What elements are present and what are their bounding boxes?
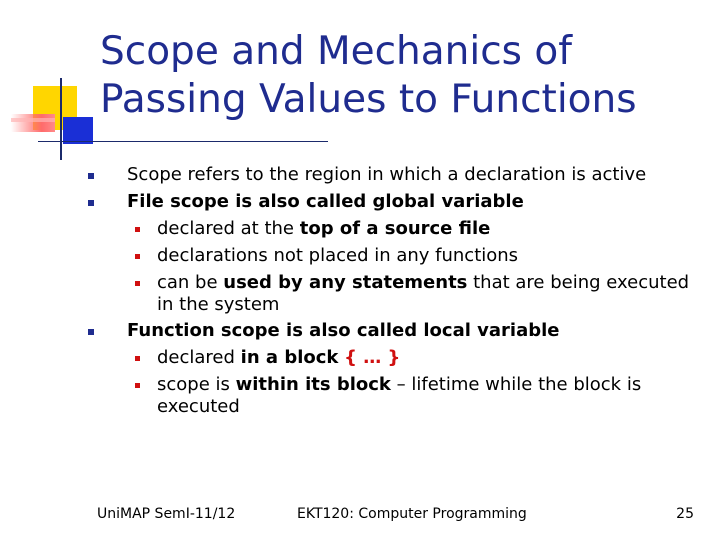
- title-line-2: Passing Values to Functions: [100, 77, 637, 122]
- bullet-item: [86, 164, 696, 186]
- square-bullet-icon: [135, 281, 140, 286]
- bullet-item: [86, 320, 696, 342]
- square-bullet-icon: [88, 329, 94, 335]
- square-bullet-icon: [88, 200, 94, 206]
- square-bullet-icon: [135, 254, 140, 259]
- sub-bullet-item: [86, 347, 696, 369]
- sub-bullet-item: [86, 272, 696, 316]
- square-bullet-icon: [135, 356, 140, 361]
- code-braces: { … }: [344, 347, 401, 368]
- sub-bullet-emphasis: in a block: [240, 347, 339, 368]
- sub-bullet-text: scope is: [157, 374, 236, 395]
- sub-bullet-text: can be: [157, 272, 224, 293]
- decor-horizontal-line: [38, 141, 328, 142]
- footer-course-info: UniMAP SemI-11/12: [97, 506, 236, 522]
- sub-bullet-emphasis: top of a source file: [299, 218, 491, 239]
- sub-bullet-text: declared: [157, 347, 241, 368]
- square-bullet-icon: [88, 173, 94, 179]
- page-number: 25: [676, 506, 694, 522]
- decor-blue-square: [63, 117, 93, 144]
- square-bullet-icon: [135, 383, 140, 388]
- sub-bullet-emphasis: used by any statements: [223, 272, 468, 293]
- footer-course-title: EKT120: Computer Programming: [297, 506, 527, 522]
- decor-red-bar: [11, 114, 55, 132]
- square-bullet-icon: [135, 227, 140, 232]
- bullet-list: [86, 164, 696, 423]
- sub-bullet-item: [86, 245, 696, 267]
- bullet-text: File scope is also called global variable: [127, 191, 524, 212]
- bullet-text: Scope refers to the region in which a declaration is active: [127, 164, 647, 185]
- decor-vertical-line: [60, 78, 62, 160]
- title-line-1: Scope and Mechanics of: [100, 29, 572, 74]
- sub-bullet-emphasis: within its block: [235, 374, 391, 395]
- sub-bullet-text: declared at the: [157, 218, 300, 239]
- sub-bullet-text: – lifetime while the block is executed: [157, 374, 642, 417]
- sub-bullet-text: that are being executed in the system: [157, 272, 690, 315]
- sub-bullet-item: [86, 218, 696, 240]
- slide-title: [100, 28, 700, 124]
- sub-bullet-item: [86, 374, 696, 418]
- bullet-text: Function scope is also called local variable: [127, 320, 560, 341]
- bullet-item: [86, 191, 696, 213]
- sub-bullet-text: declarations not placed in any functions: [157, 245, 519, 266]
